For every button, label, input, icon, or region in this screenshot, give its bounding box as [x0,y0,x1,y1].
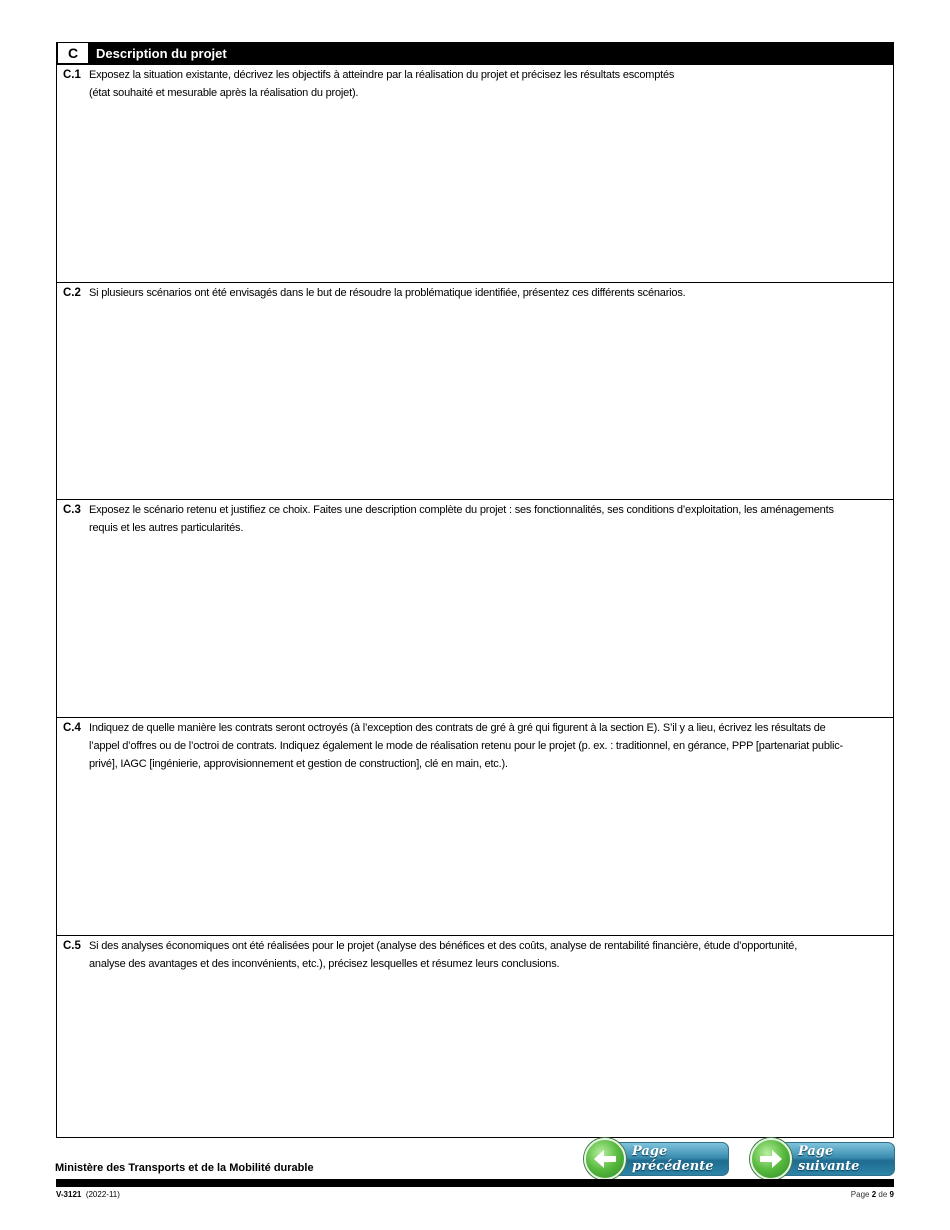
next-page-label: Page suivante [798,1144,860,1174]
question-c2 [57,282,893,499]
section-header [57,42,893,64]
arrow-left-icon [584,1138,626,1180]
answer-field-c4[interactable] [89,778,889,931]
question-text: Exposez le scénario retenu et justifiez ce choix. Faites une description complète du projet : ses fonctionnalités, ses conditions d’exploitation, les aménagements requis et les autres particularités. [89,504,834,534]
question-text: Exposez la situation existante, décrivez les objectifs à atteindre par la réalisation du projet et précisez les résultats escomptés (état souhaité et mesurable après la réalisation du projet). [89,69,675,99]
question-number: C.2 [63,287,81,299]
question-number: C.5 [63,940,81,952]
question-text: Si des analyses économiques ont été réalisées pour le projet (analyse des bénéfices et des coûts, analyse de rentabilité financière, étude d’opportunité, analyse des avantages et des inconvénients, etc.), précisez lesquelles et résumez leurs conclusions. [89,940,798,970]
question-number: C.4 [63,722,81,734]
question-c3 [57,499,893,717]
ministry-name: Ministère des Transports et de la Mobilité durable [55,1162,314,1174]
answer-field-c1[interactable] [89,107,889,278]
page-indicator: Page 2 de 9 [850,1190,894,1199]
form-code: V-3121 (2022-11) [56,1190,120,1199]
answer-field-c5[interactable] [89,978,889,1134]
section-title: Description du projet [96,45,227,61]
previous-page-label: Page précédente [632,1144,714,1174]
answer-field-c2[interactable] [89,307,889,495]
question-text: Indiquez de quelle manière les contrats seront octroyés (à l’exception des contrats de gré à gré qui figurent à la section E). S’il y a lieu, écrivez les résultats de l’appel d’offres ou de l’octroi de contrats. Indiquez également le mode de réalisation retenu pour le projet (p. ex. : traditionnel, en gérance, PPP [partenariat public- privé], IAGC [ingénierie, approvisionnement et gestion de construction], clé en main, etc.). [89,722,843,770]
previous-page-button[interactable] [587,1142,729,1176]
question-c5 [57,935,893,1138]
question-number: C.3 [63,504,81,516]
question-c1 [57,64,893,282]
next-page-button[interactable] [753,1142,895,1176]
footer-divider [56,1179,894,1187]
arrow-right-icon [750,1138,792,1180]
question-text: Si plusieurs scénarios ont été envisagés dans le but de résoudre la problématique identifiée, présentez ces différents scénarios. [89,287,686,299]
question-c4 [57,717,893,935]
question-number: C.1 [63,69,81,81]
answer-field-c3[interactable] [89,542,889,713]
section-letter: C [57,42,89,64]
project-description-form [56,42,894,1138]
